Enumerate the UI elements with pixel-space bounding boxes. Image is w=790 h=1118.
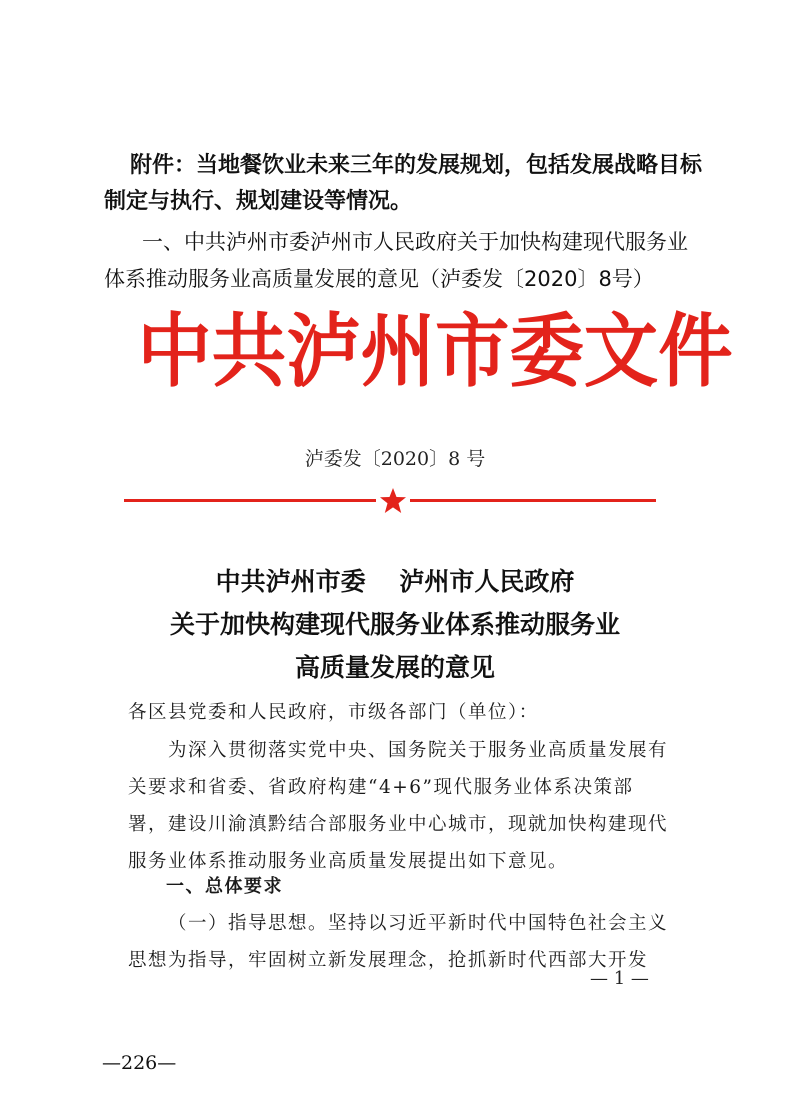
section-heading-general-requirements: 一、总体要求 bbox=[166, 876, 283, 897]
letterhead-title: 中共泸州市委文件 bbox=[137, 305, 733, 398]
body-paragraph-2: （一）指导思想。坚持以习近平新时代中国特色社会主义思想为指导，牢固树立新发展理念，抢抓新时代西部大开发 bbox=[128, 913, 669, 971]
red-star-icon bbox=[378, 486, 408, 516]
section-heading: 一、中共泸州市委泸州市人民政府关于加快构建现代服务业体系推动服务业高质量发展的意见（泸委发〔2020〕8号） bbox=[104, 230, 688, 291]
attachment-note: 附件：当地餐饮业未来三年的发展规划，包括发展战略目标制定与执行、规划建设等情况。 bbox=[104, 153, 703, 214]
document-title-line-2: 关于加快构建现代服务业体系推动服务业 bbox=[169, 610, 620, 639]
inner-page-number: — 1 — bbox=[590, 968, 649, 989]
document-number: 泸委发〔2020〕8 号 bbox=[304, 448, 486, 470]
red-divider-left bbox=[124, 499, 376, 502]
red-divider-right bbox=[410, 499, 656, 502]
salutation: 各区县党委和人民政府，市级各部门（单位）： bbox=[128, 702, 539, 723]
outer-page-number: —226— bbox=[102, 1052, 177, 1074]
document-title-line-3: 高质量发展的意见 bbox=[294, 653, 495, 682]
body-paragraph-1: 为深入贯彻落实党中央、国务院关于服务业高质量发展有关要求和省委、省政府构建“4+6”现代服务业体系决策部署，建设川渝滇黔结合部服务业中心城市，现就加快构建现代服务业体系推动服务业高质量发展提出如下意见。 bbox=[128, 740, 669, 872]
document-title-line-1: 中共泸州市委 泸州市人民政府 bbox=[215, 567, 575, 596]
